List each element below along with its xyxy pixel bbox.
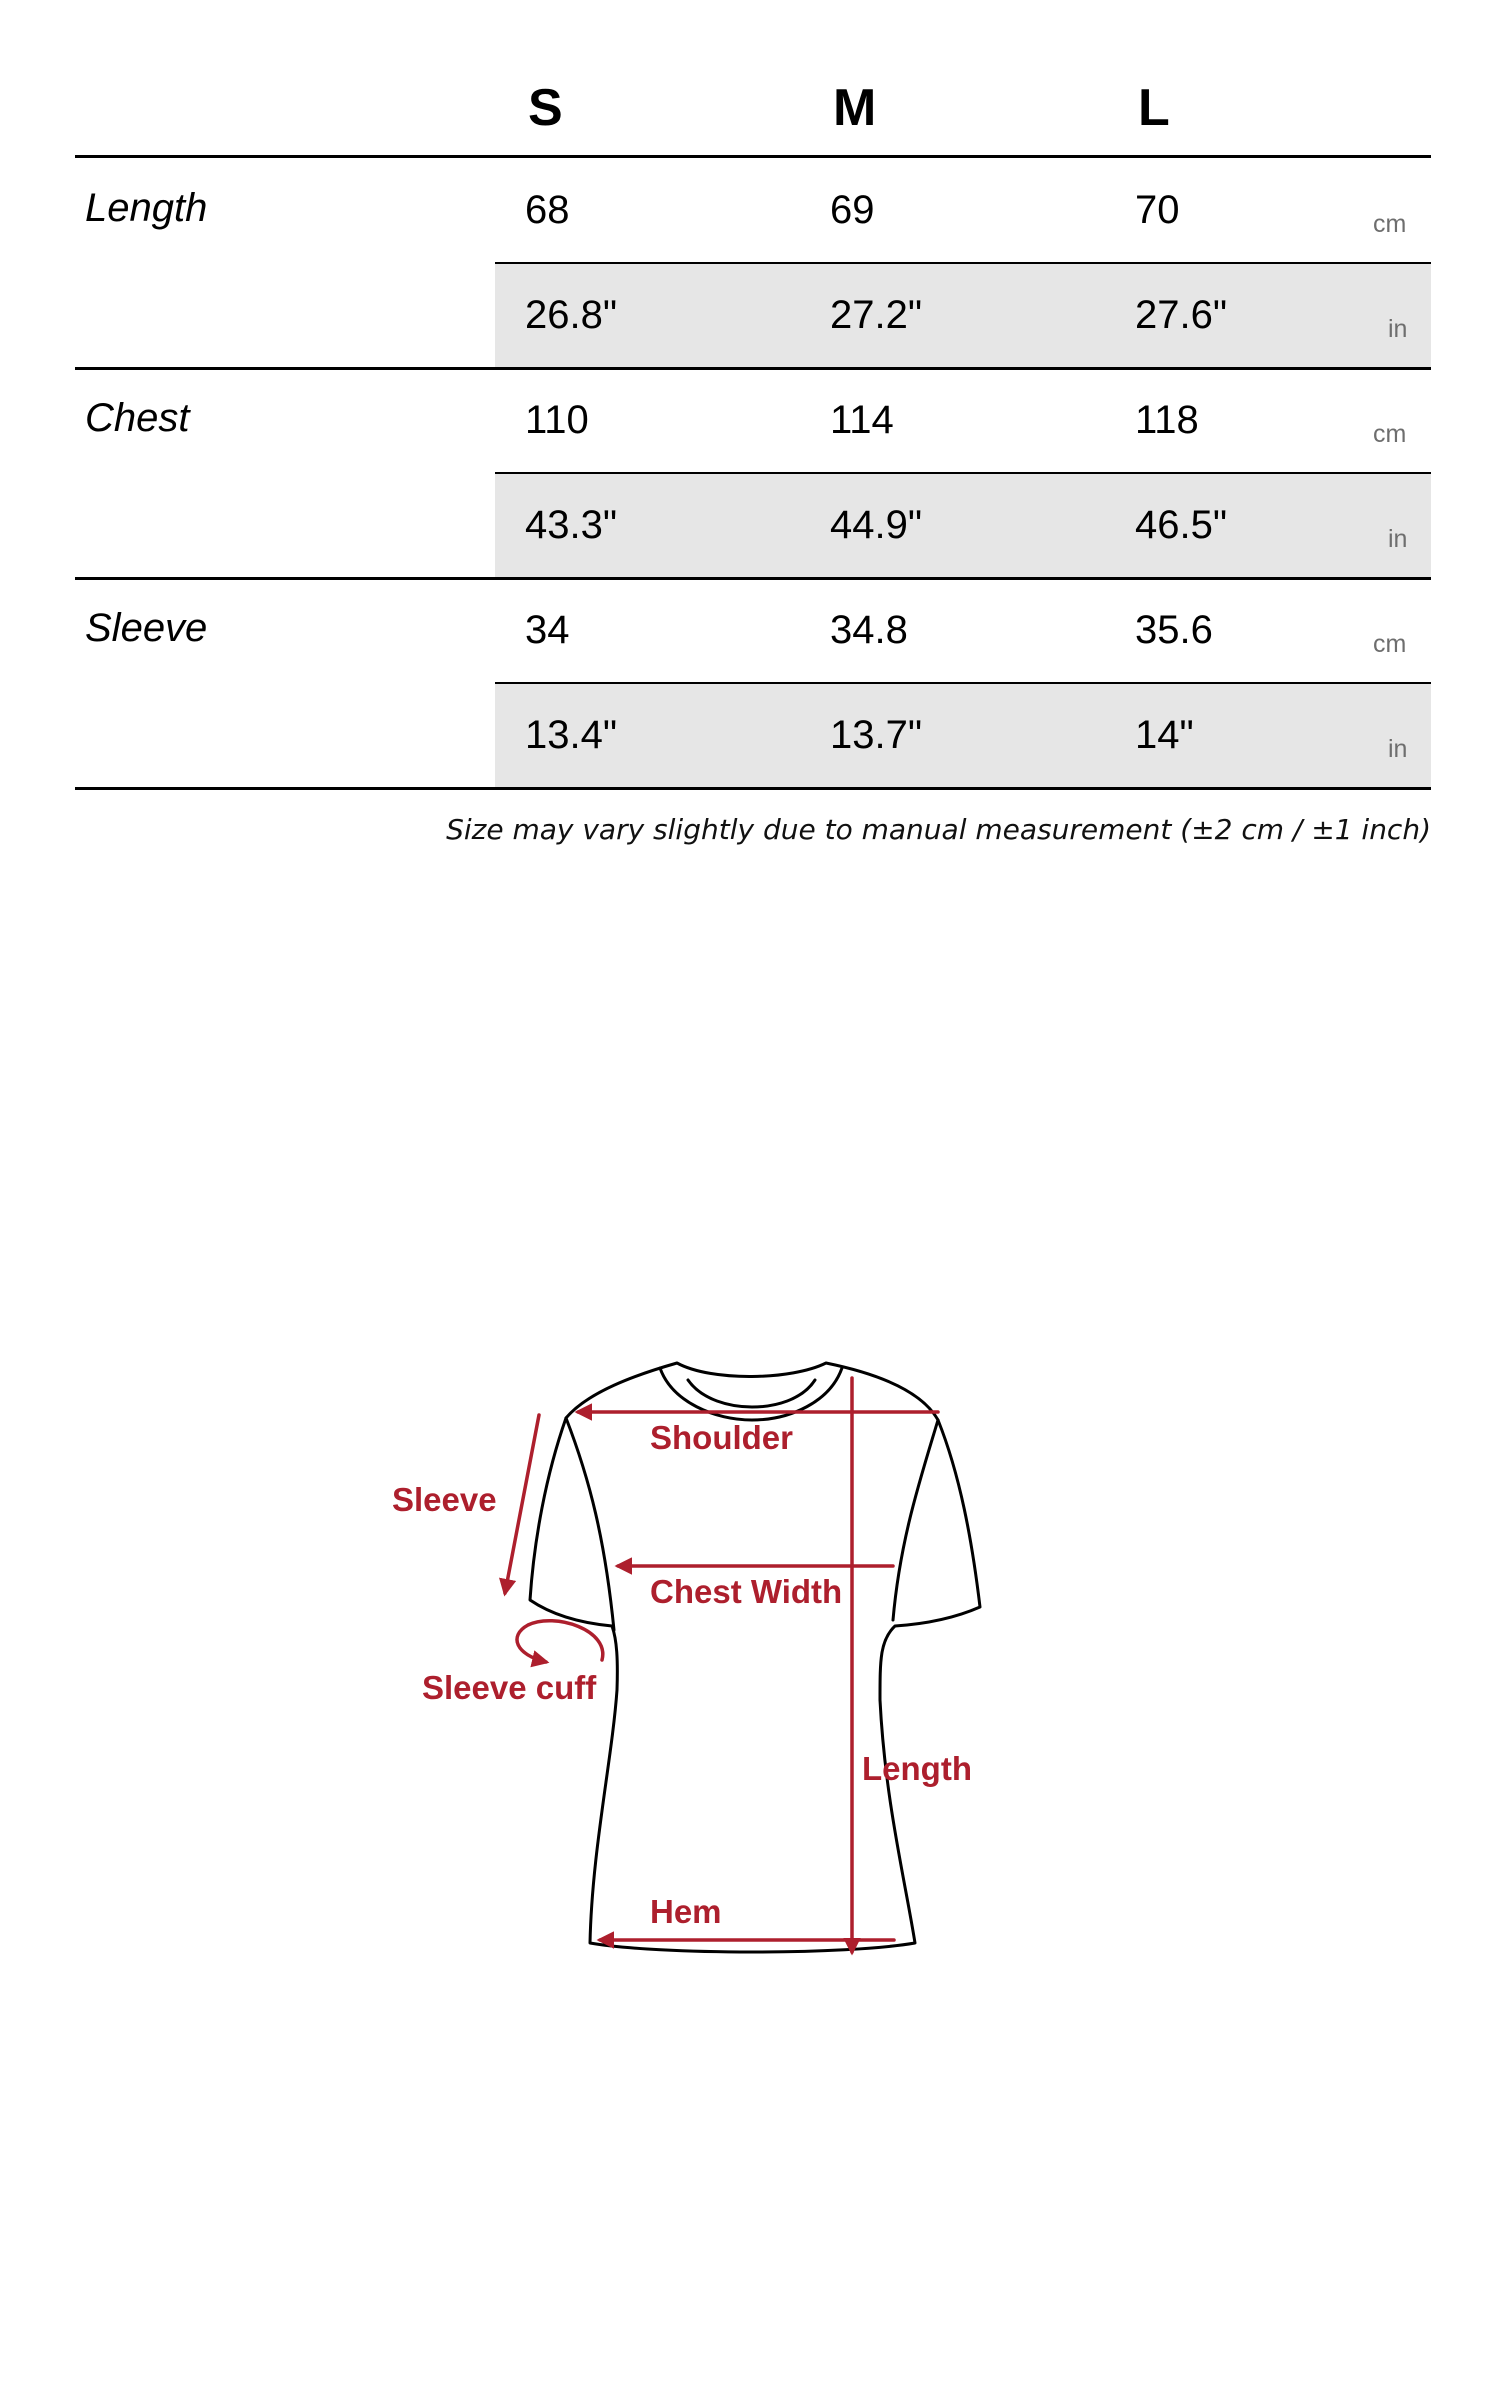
measurement-note: Size may vary slightly due to manual measurement (±2 cm / ±1 inch) xyxy=(446,813,1431,846)
size-header-l: L xyxy=(1138,79,1170,137)
unit-in: in xyxy=(1388,735,1408,763)
unit-cm: cm xyxy=(1373,210,1407,238)
sleeve-l-in: 14" xyxy=(1135,713,1194,757)
chest-s-cm: 110 xyxy=(525,398,589,442)
length-l-in: 27.6" xyxy=(1135,293,1228,337)
sleeve-s-cm: 34 xyxy=(525,608,570,652)
unit-in: in xyxy=(1388,525,1408,553)
chest-m-cm: 114 xyxy=(830,398,894,442)
size-header-s: S xyxy=(528,79,563,137)
unit-cm: cm xyxy=(1373,630,1407,658)
chest-m-in: 44.9" xyxy=(830,503,923,547)
label-length: Length xyxy=(862,1750,972,1787)
length-m-in: 27.2" xyxy=(830,293,923,337)
label-shoulder: Shoulder xyxy=(650,1419,794,1456)
label-chest-width: Chest Width xyxy=(650,1573,843,1610)
chest-l-cm: 118 xyxy=(1135,398,1199,442)
length-s-in: 26.8" xyxy=(525,293,618,337)
sleeve-cuff-arrow xyxy=(517,1621,603,1662)
measurement-label-chest: Chest xyxy=(85,396,190,440)
unit-in: in xyxy=(1388,315,1408,343)
length-s-cm: 68 xyxy=(525,188,570,232)
sleeve-l-cm: 35.6 xyxy=(1135,608,1213,652)
measurement-label-length: Length xyxy=(85,186,208,230)
length-m-cm: 69 xyxy=(830,188,875,232)
unit-cm: cm xyxy=(1373,420,1407,448)
sleeve-s-in: 13.4" xyxy=(525,713,618,757)
label-sleeve: Sleeve xyxy=(392,1481,497,1518)
label-hem: Hem xyxy=(650,1893,722,1930)
sleeve-m-cm: 34.8 xyxy=(830,608,908,652)
chest-s-in: 43.3" xyxy=(525,503,618,547)
chest-l-in: 46.5" xyxy=(1135,503,1228,547)
size-header-m: M xyxy=(833,79,877,137)
length-l-cm: 70 xyxy=(1135,188,1180,232)
measurement-lines xyxy=(505,1378,938,1952)
sleeve-m-in: 13.7" xyxy=(830,713,923,757)
label-sleeve-cuff: Sleeve cuff xyxy=(422,1669,597,1706)
measurement-label-sleeve: Sleeve xyxy=(85,606,208,650)
